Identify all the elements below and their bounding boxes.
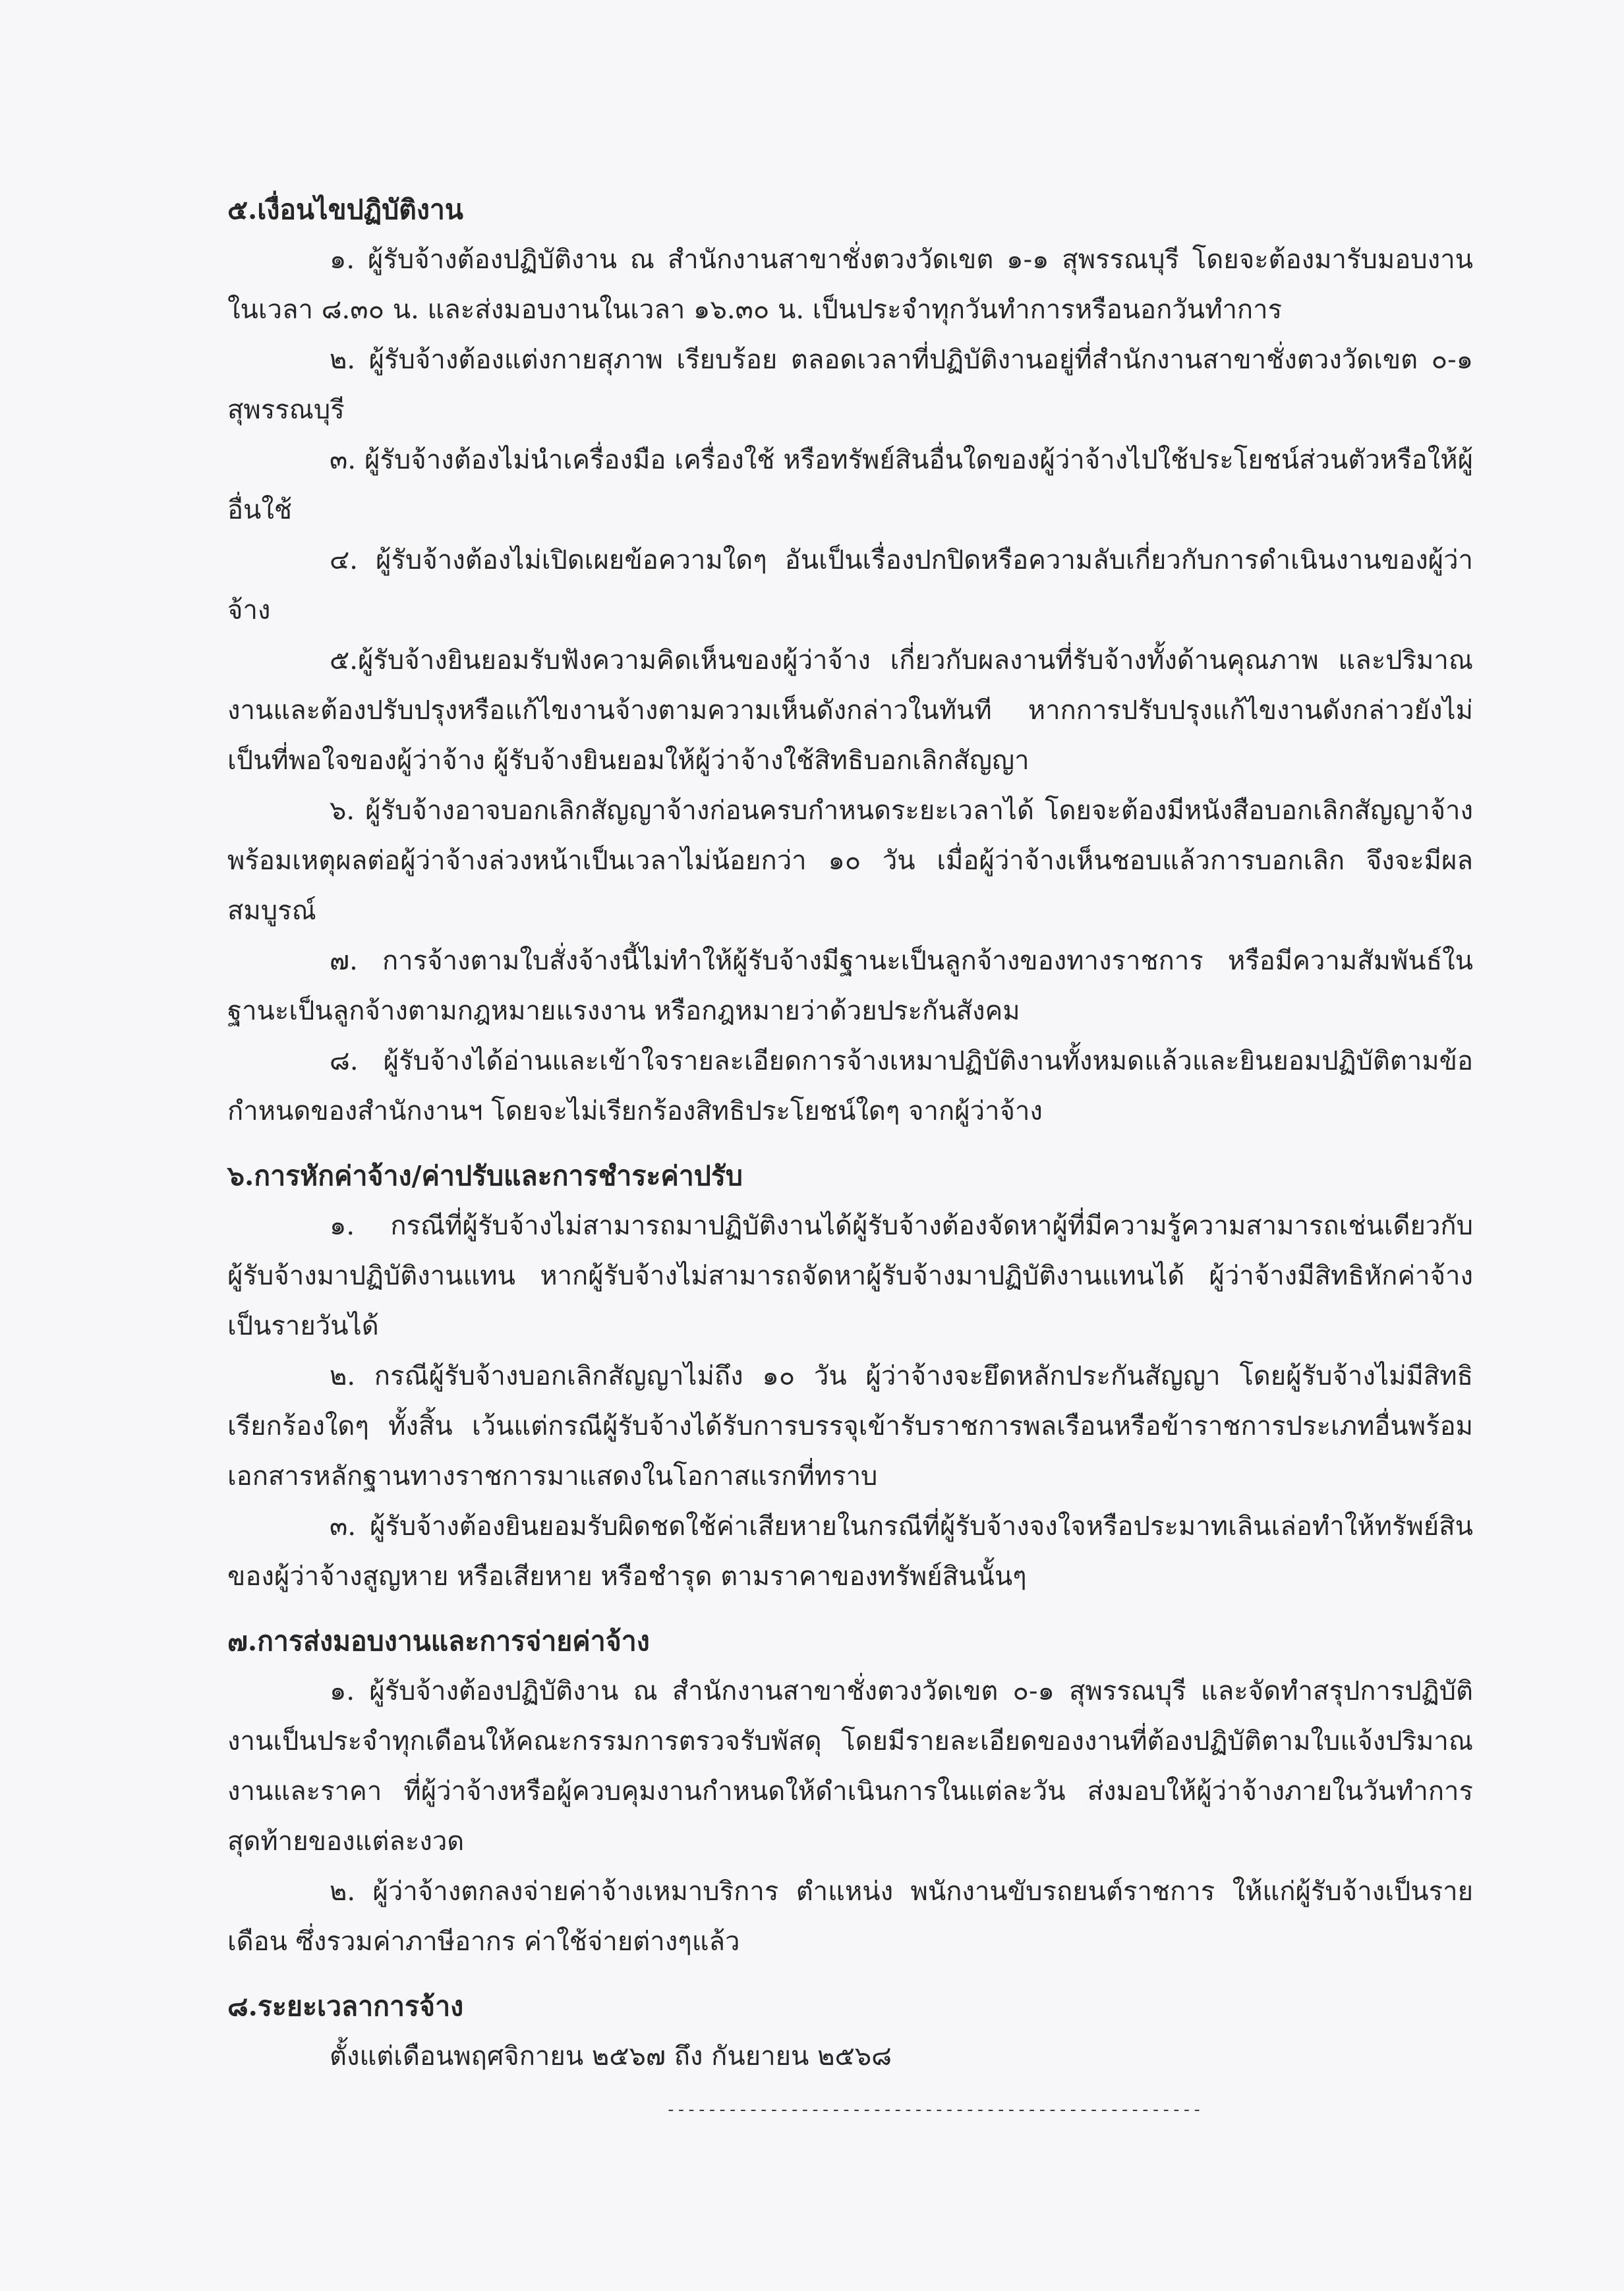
paragraph: ๘. ผู้รับจ้างได้อ่านและเข้าใจรายละเอียดการจ้างเหมาปฏิบัติงานทั้งหมดแล้วและยินยอมปฏิบัติตามข้อกำหนดของสำนักงานฯ โดยจะไม่เรียกร้องสิทธิประโยชน์ใดๆ จากผู้ว่าจ้าง (227, 1046, 1473, 1126)
paragraph: ๓. ผู้รับจ้างต้องไม่นำเครื่องมือ เครื่องใช้ หรือทรัพย์สินอื่นใดของผู้ว่าจ้างไปใช้ประโยชน์ส่วนตัวหรือให้ผู้อื่นใช้ (227, 445, 1473, 525)
paragraph: ตั้งแต่เดือนพฤศจิกายน ๒๕๖๗ ถึง กันยายน ๒๕๖๘ (330, 2041, 892, 2072)
end-divider: ---------------------------------------------------- (666, 2100, 1202, 2120)
paragraph: ๑. กรณีที่ผู้รับจ้างไม่สามารถมาปฏิบัติงานได้ผู้รับจ้างต้องจัดหาผู้ที่มีความรู้ความสามารถเช่นเดียวกับผู้รับจ้างมาปฏิบัติงานแทน หากผู้รับจ้างไม่สามารถจัดหาผู้รับจ้างมาปฏิบัติงานแทนได้ ผู้ว่าจ้างมีสิทธิหักค่าจ้างเป็นรายวันได้ (227, 1211, 1473, 1341)
paragraph: ๗. การจ้างตามใบสั่งจ้างนี้ไม่ทำให้ผู้รับจ้างมีฐานะเป็นลูกจ้างของทางราชการ หรือมีความสัมพันธ์ในฐานะเป็นลูกจ้างตามกฎหมายแรงงาน หรือกฎหมายว่าด้วยประกันสังคม (227, 946, 1473, 1026)
paragraph: ๖. ผู้รับจ้างอาจบอกเลิกสัญญาจ้างก่อนครบกำหนดระยะเวลาได้ โดยจะต้องมีหนังสือบอกเลิกสัญญาจ้างพร้อมเหตุผลต่อผู้ว่าจ้างล่วงหน้าเป็นเวลาไม่น้อยกว่า ๑๐ วัน เมื่อผู้ว่าจ้างเห็นชอบแล้วการบอกเลิก จึงจะมีผลสมบูรณ์ (227, 796, 1473, 926)
paragraph: ๑. ผู้รับจ้างต้องปฏิบัติงาน ณ สำนักงานสาขาชั่งตวงวัดเขต ๑-๑ สุพรรณบุรี โดยจะต้องมารับมอบงานในเวลา ๘.๓๐ น. และส่งมอบงานในเวลา ๑๖.๓๐ น. เป็นประจำทุกวันทำการหรือนอกวันทำการ (227, 245, 1473, 325)
document-body (227, 185, 1473, 2081)
paragraph: ๓. ผู้รับจ้างต้องยินยอมรับผิดชดใช้ค่าเสียหายในกรณีที่ผู้รับจ้างจงใจหรือประมาทเลินเล่อทำให้ทรัพย์สินของผู้ว่าจ้างสูญหาย หรือเสียหาย หรือชำรุด ตามราคาของทรัพย์สินนั้นๆ (227, 1511, 1473, 1592)
paragraph: ๕.ผู้รับจ้างยินยอมรับฟังความคิดเห็นของผู้ว่าจ้าง เกี่ยวกับผลงานที่รับจ้างทั้งด้านคุณภาพ และปริมาณงานและต้องปรับปรุงหรือแก้ไขงานจ้างตามความเห็นดังกล่าวในทันที หากการปรับปรุงแก้ไขงานดังกล่าวยังไม่เป็นที่พอใจของผู้ว่าจ้าง ผู้รับจ้างยินยอมให้ผู้ว่าจ้างใช้สิทธิบอกเลิกสัญญา (227, 645, 1473, 776)
section-heading-deductions: ๖.การหักค่าจ้าง/ค่าปรับและการชำระค่าปรับ (227, 1160, 743, 1192)
section-heading-delivery-payment: ๗.การส่งมอบงานและการจ่ายค่าจ้าง (227, 1625, 650, 1657)
paragraph: ๒. ผู้รับจ้างต้องแต่งกายสุภาพ เรียบร้อย ตลอดเวลาที่ปฏิบัติงานอยู่ที่สำนักงานสาขาชั่งตวงวัดเขต ๐-๑ สุพรรณบุรี (227, 345, 1473, 425)
section-heading-conditions: ๕.เงื่อนไขปฏิบัติงาน (227, 194, 463, 225)
paragraph: ๔. ผู้รับจ้างต้องไม่เปิดเผยข้อความใดๆ อันเป็นเรื่องปกปิดหรือความลับเกี่ยวกับการดำเนินงานของผู้ว่าจ้าง (227, 545, 1473, 625)
section-heading-duration: ๘.ระยะเวลาการจ้าง (227, 1990, 464, 2022)
paragraph: ๒. ผู้ว่าจ้างตกลงจ่ายค่าจ้างเหมาบริการ ตำแหน่ง พนักงานขับรถยนต์ราชการ ให้แก่ผู้รับจ้างเป็นรายเดือน ซึ่งรวมค่าภาษีอากร ค่าใช้จ่ายต่างๆแล้ว (227, 1876, 1473, 1957)
paragraph: ๒. กรณีผู้รับจ้างบอกเลิกสัญญาไม่ถึง ๑๐ วัน ผู้ว่าจ้างจะยึดหลักประกันสัญญา โดยผู้รับจ้างไม่มีสิทธิเรียกร้องใดๆ ทั้งสิ้น เว้นแต่กรณีผู้รับจ้างได้รับการบรรจุเข้ารับราชการพลเรือนหรือข้าราชการประเภทอื่นพร้อมเอกสารหลักฐานทางราชการมาแสดงในโอกาสแรกที่ทราบ (227, 1361, 1473, 1492)
paragraph: ๑. ผู้รับจ้างต้องปฏิบัติงาน ณ สำนักงานสาขาชั่งตวงวัดเขต ๐-๑ สุพรรณบุรี และจัดทำสรุปการปฏิบัติงานเป็นประจำทุกเดือนให้คณะกรรมการตรวจรับพัสดุ โดยมีรายละเอียดของงานที่ต้องปฏิบัติตามใบแจ้งปริมาณงานและราคา ที่ผู้ว่าจ้างหรือผู้ควบคุมงานกำหนดให้ดำเนินการในแต่ละวัน ส่งมอบให้ผู้ว่าจ้างภายในวันทำการสุดท้ายของแต่ละงวด (227, 1676, 1473, 1857)
